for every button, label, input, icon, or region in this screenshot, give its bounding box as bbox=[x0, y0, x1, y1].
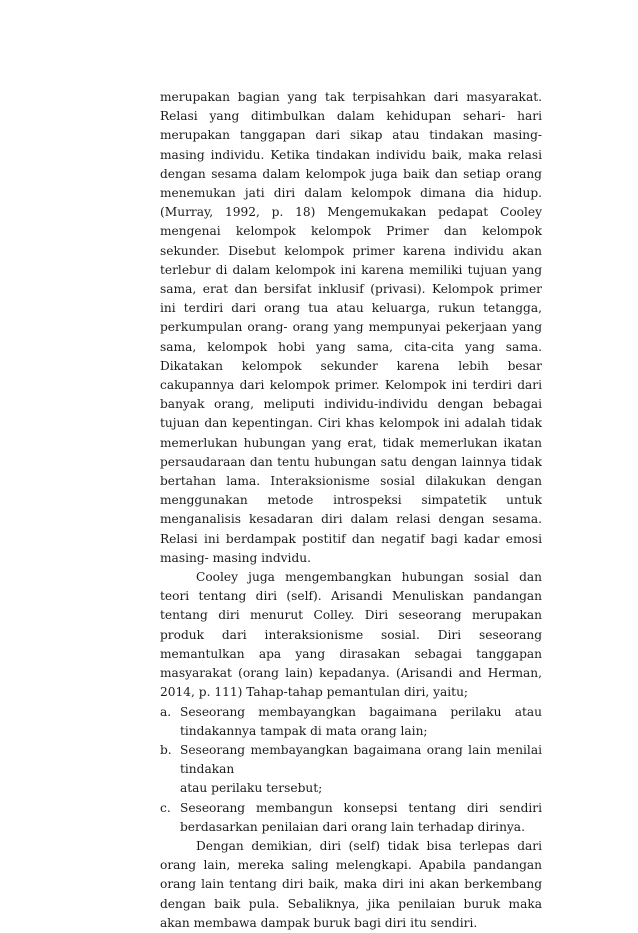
list-text-b-line-2: atau perilaku tersebut; bbox=[180, 781, 323, 796]
list-text-b-line-1: Seseorang membayangkan bagaimana orang lain menilai tindakan bbox=[180, 742, 542, 777]
paragraph-2: Cooley juga mengembangkan hubungan sosial dan teori tentang diri (self). Arisandi Menuliskan pandangan tentang diri menurut Colley. Diri seseorang merupakan produk dari interaksionisme sosial. Diri seseorang memantulkan apa yang dirasakan sebagai tanggapan masyarakat (orang lain) kepadanya. (Arisandi and Herman, 2014, p. 111) Tahap-tahap pemantulan diri, yaitu; bbox=[160, 570, 542, 700]
list-item-b bbox=[160, 741, 542, 799]
list-item-a bbox=[160, 703, 542, 741]
list-marker-b: b. bbox=[160, 742, 172, 757]
document-page bbox=[160, 88, 542, 933]
paragraph-3: Dengan demikian, diri (self) tidak bisa terlepas dari orang lain, mereka saling melengkapi. Apabila pandangan orang lain tentang diri baik, maka diri ini akan berkembang dengan baik pula. Sebaliknya, jika penilaian buruk maka akan membawa dampak buruk bagi diri itu sendiri. bbox=[160, 838, 542, 930]
list-text-b bbox=[180, 741, 542, 799]
paragraph-1: merupakan bagian yang tak terpisahkan dari masyarakat. Relasi yang ditimbulkan dalam kehidupan sehari- hari merupakan tanggapan dari sikap atau tindakan masing-masing individu. Ketika tindakan individu baik, maka relasi dengan sesama dalam kelompok juga baik dan setiap orang menemukan jati diri dalam kelompok dimana dia hidup.(Murray, 1992, p. 18) Mengemukakan pedapat Cooley mengenai kelompok kelompok Primer dan kelompok sekunder. Disebut kelompok primer karena individu akan terlebur di dalam kelompok ini karena memiliki tujuan yang sama, erat dan bersifat inklusif (privasi). Kelompok primer ini terdiri dari orang tua atau keluarga, rukun tetangga, perkumpulan orang- orang yang mempunyai pekerjaan yang sama, kelompok hobi yang sama, cita-cita yang sama. Dikatakan kelompok sekunder karena lebih besar cakupannya dari kelompok primer. Kelompok ini terdiri dari banyak orang, meliputi individu-individu dengan bebagai tujuan dan kepentingan. Ciri khas kelompok ini adalah tidak memerlukan hubungan yang erat, tidak memerlukan ikatan persaudaraan dan tentu hubungan satu dengan lainnya tidak bertahan lama. Interaksionisme sosial dilakukan dengan menggunakan metode introspeksi simpatetik untuk menganalisis kesadaran diri dalam relasi dengan sesama. Relasi ini berdampak postitif dan negatif bagi kadar emosi masing- masing indvidu. bbox=[160, 90, 542, 565]
reflection-stages-list bbox=[160, 703, 542, 837]
list-text-c: Seseorang membangun konsepsi tentang diri sendiri berdasarkan penilaian dari orang lain terhadap dirinya. bbox=[180, 800, 542, 834]
list-marker-a: a. bbox=[160, 704, 172, 719]
list-text-a: Seseorang membayangkan bagaimana perilaku atau tindakannya tampak di mata orang lain; bbox=[180, 704, 542, 738]
list-item-c bbox=[160, 799, 542, 837]
list-marker-c: c. bbox=[160, 800, 171, 815]
